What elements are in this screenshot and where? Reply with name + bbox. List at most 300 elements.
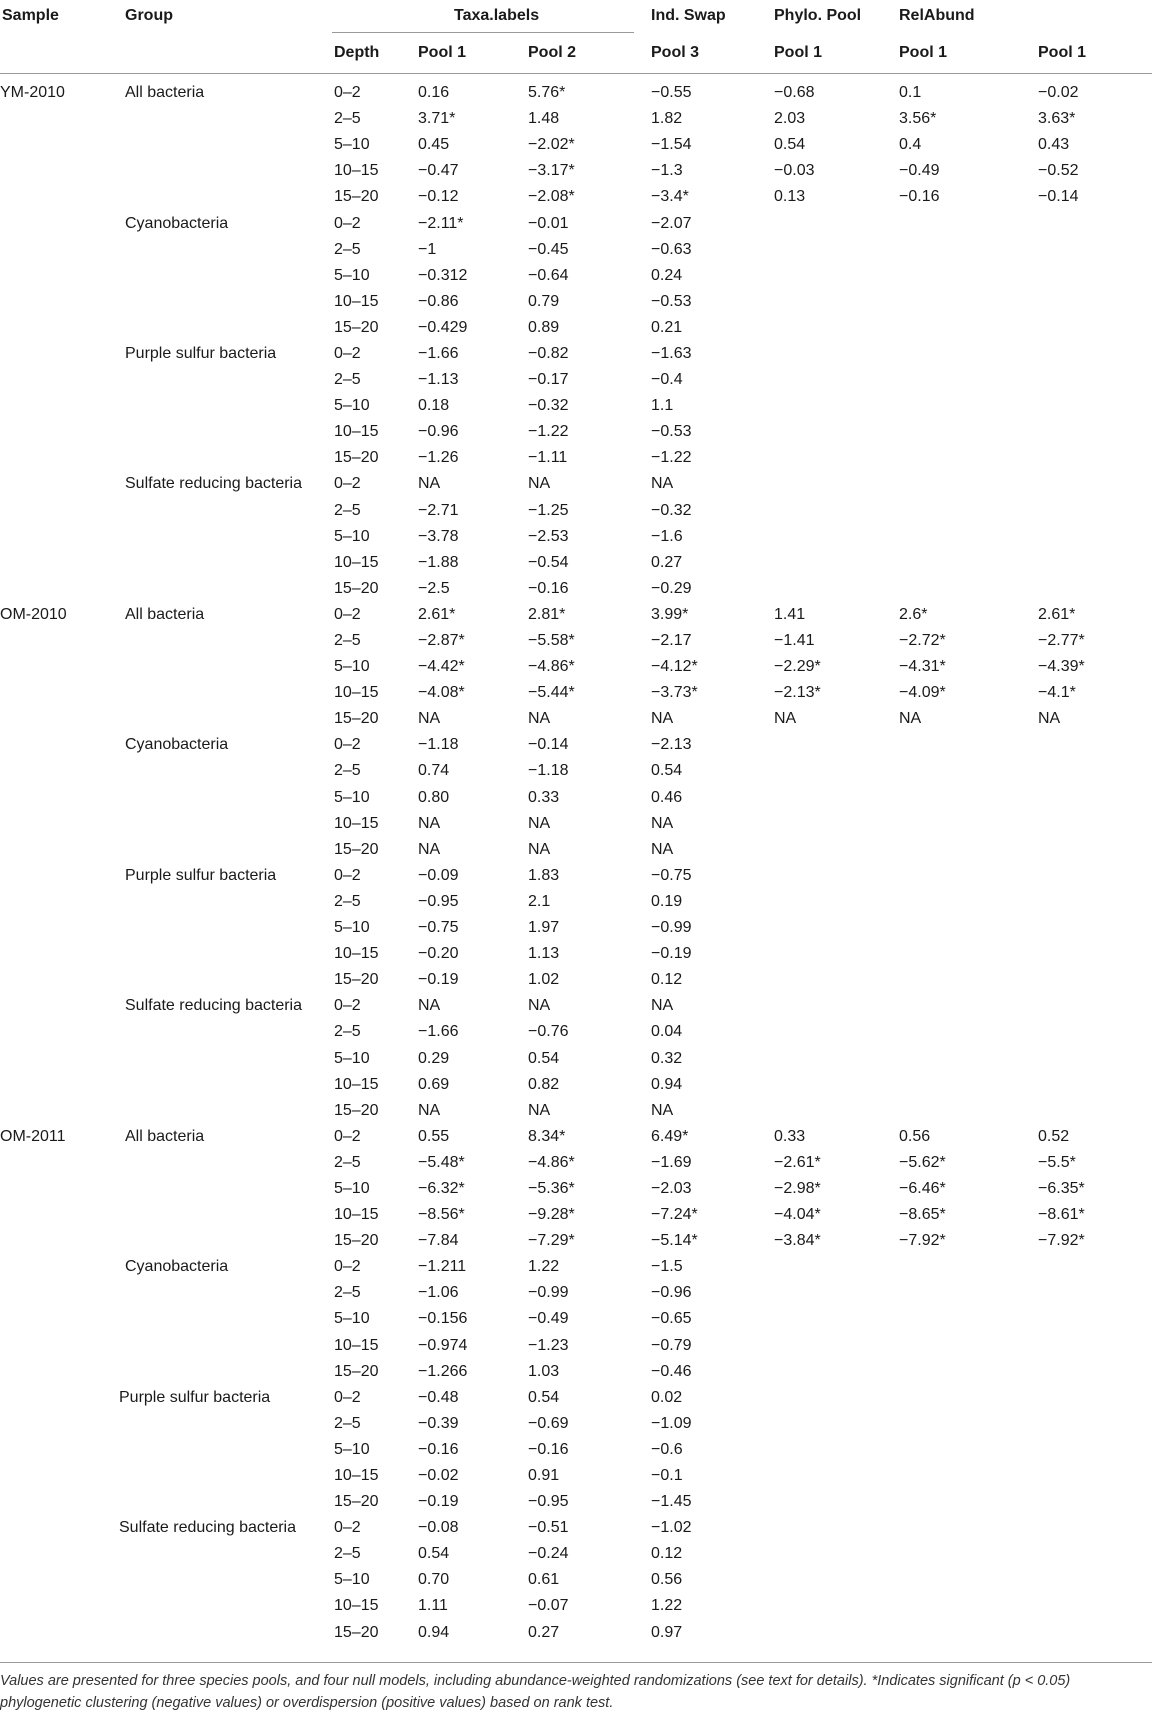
cell-group: All bacteria [125,605,205,623]
cell-phylo-pool1: −0.68 [774,84,815,102]
cell-taxa-pool1: −0.47 [418,162,459,180]
cell-taxa-pool2: −1.11 [528,449,568,467]
cell-relabund-pool1 [896,524,1036,550]
cell-depth: 15–20 [334,1493,379,1511]
cell-phylo-pool1 [768,889,896,915]
cell-relabund-pool1b: −8.61* [1038,1206,1085,1224]
cell-group [112,811,332,837]
cell-sample [0,550,112,576]
cell-depth: 2–5 [334,632,361,650]
cell-taxa-pool1: −1.66 [418,1023,459,1041]
cell-phylo-pool1 [768,941,896,967]
cell-sample [0,680,112,706]
cell-taxa-pool1: 0.69 [418,1075,450,1093]
cell-relabund-pool1b: −7.92* [1038,1232,1085,1250]
table-row [0,1124,1152,1150]
table-row [0,1019,1152,1045]
cell-relabund-pool1b: −4.39* [1038,658,1085,676]
cell-sample [0,758,112,784]
cell-taxa-pool1: −2.71 [418,501,459,519]
cell-relabund-pool1b [1036,498,1152,524]
cell-taxa-pool1: −1.18 [418,736,459,754]
cell-ind-swap-pool3: 0.21 [651,318,683,336]
cell-phylo-pool1 [768,1306,896,1332]
table-row [0,1176,1152,1202]
cell-relabund-pool1 [896,1019,1036,1045]
cell-relabund-pool1 [896,785,1036,811]
cell-depth: 15–20 [334,449,379,467]
cell-phylo-pool1 [768,1515,896,1541]
cell-relabund-pool1 [896,1567,1036,1593]
cell-relabund-pool1b [1036,1620,1152,1646]
cell-ind-swap-pool3: NA [651,814,674,832]
cell-taxa-pool2: −0.17 [528,371,569,389]
cell-depth: 2–5 [334,1414,361,1432]
cell-relabund-pool1 [896,915,1036,941]
cell-relabund-pool1b [1036,732,1152,758]
cell-depth: 0–2 [334,605,361,623]
cell-relabund-pool1 [896,419,1036,445]
cell-relabund-pool1b [1036,1306,1152,1332]
cell-taxa-pool2: 0.33 [528,788,560,806]
cell-depth: 15–20 [334,1101,379,1119]
cell-relabund-pool1 [896,758,1036,784]
cell-phylo-pool1 [768,1411,896,1437]
cell-relabund-pool1b [1036,1593,1152,1619]
cell-taxa-pool2: 1.48 [528,110,560,128]
cell-taxa-pool2: 0.54 [528,1388,560,1406]
cell-relabund-pool1b [1036,576,1152,602]
cell-depth: 10–15 [334,1075,379,1093]
cell-depth: 5–10 [334,1049,370,1067]
cell-phylo-pool1 [768,758,896,784]
table-row [0,785,1152,811]
cell-sample [0,1045,112,1071]
cell-sample [0,445,112,471]
cell-relabund-pool1: −2.72* [899,632,946,650]
cell-ind-swap-pool3: −0.99 [651,919,692,937]
cell-relabund-pool1b [1036,1541,1152,1567]
cell-relabund-pool1b [1036,863,1152,889]
cell-taxa-pool2: 0.27 [528,1623,560,1641]
cell-taxa-pool2: −0.49 [528,1310,569,1328]
cell-depth: 5–10 [334,919,370,937]
cell-relabund-pool1 [896,393,1036,419]
cell-group [112,967,332,993]
cell-taxa-pool2: −2.53 [528,527,569,545]
cell-relabund-pool1 [896,576,1036,602]
cell-taxa-pool1: −7.84 [418,1232,459,1250]
cell-depth: 15–20 [334,710,379,728]
cell-ind-swap-pool3: −0.1 [651,1467,683,1485]
cell-phylo-pool1 [768,1541,896,1567]
cell-taxa-pool1: −4.42* [418,658,465,676]
col-header-empty [1036,0,1152,33]
cell-depth: 2–5 [334,1153,361,1171]
cell-ind-swap-pool3: 0.12 [651,971,683,989]
cell-depth: 10–15 [334,553,379,571]
cell-sample [0,1228,112,1254]
cell-ind-swap-pool3: −1.69 [651,1153,692,1171]
cell-depth: 5–10 [334,1310,370,1328]
cell-relabund-pool1b [1036,1567,1152,1593]
cell-phylo-pool1 [768,915,896,941]
cell-sample [0,1541,112,1567]
cell-phylo-pool1: −2.13* [774,684,821,702]
cell-phylo-pool1 [768,1385,896,1411]
cell-group [112,1150,332,1176]
cell-phylo-pool1 [768,1098,896,1124]
cell-taxa-pool2: −7.29* [528,1232,575,1250]
cell-group [112,654,332,680]
table-row [0,419,1152,445]
cell-group [112,263,332,289]
table-row [0,367,1152,393]
cell-sample [0,1411,112,1437]
cell-ind-swap-pool3: −0.55 [651,84,692,102]
cell-relabund-pool1b [1036,1254,1152,1280]
cell-sample [0,628,112,654]
cell-phylo-pool1 [768,576,896,602]
cell-ind-swap-pool3: NA [651,1101,674,1119]
col-subheader-pool3: Pool 3 [634,33,768,74]
cell-ind-swap-pool3: 0.19 [651,892,683,910]
cell-group [112,184,332,210]
cell-group [112,106,332,132]
cell-relabund-pool1: 3.56* [899,110,937,128]
cell-taxa-pool1: −0.429 [418,318,468,336]
cell-taxa-pool2: 0.91 [528,1467,560,1485]
cell-phylo-pool1 [768,367,896,393]
table-row [0,1228,1152,1254]
cell-group [112,498,332,524]
cell-relabund-pool1b [1036,524,1152,550]
cell-ind-swap-pool3: −3.4* [651,188,689,206]
cell-taxa-pool2: −0.64 [528,266,569,284]
cell-group [112,915,332,941]
cell-group [112,1333,332,1359]
cell-relabund-pool1 [896,837,1036,863]
cell-relabund-pool1b [1036,785,1152,811]
cell-relabund-pool1b [1036,993,1152,1019]
table-row [0,1280,1152,1306]
cell-taxa-pool2: −3.17* [528,162,575,180]
cell-taxa-pool2: −0.69 [528,1414,569,1432]
table-row [0,498,1152,524]
cell-taxa-pool2: −0.82 [528,344,569,362]
cell-depth: 10–15 [334,1597,379,1615]
col-subheader-pool2: Pool 2 [528,33,634,74]
table-row [0,1359,1152,1385]
cell-sample [0,785,112,811]
col-header-taxa-labels: Taxa.labels [332,0,634,33]
cell-taxa-pool1: −1.211 [418,1258,467,1276]
cell-taxa-pool1: 0.16 [418,84,450,102]
cell-taxa-pool1: NA [418,840,441,858]
cell-taxa-pool1: −0.12 [418,188,459,206]
cell-sample [0,1437,112,1463]
cell-sample [0,732,112,758]
col-subheader-rel-pool1b: Pool 1 [1036,33,1152,74]
cell-taxa-pool2: −1.23 [528,1336,569,1354]
table-row [0,1385,1152,1411]
cell-depth: 5–10 [334,527,370,545]
cell-group [112,941,332,967]
cell-ind-swap-pool3: 0.97 [651,1623,683,1641]
cell-relabund-pool1: −5.62* [899,1153,946,1171]
cell-relabund-pool1 [896,341,1036,367]
cell-depth: 5–10 [334,1571,370,1589]
cell-depth: 10–15 [334,292,379,310]
cell-relabund-pool1b: −4.1* [1038,684,1076,702]
cell-relabund-pool1 [896,1463,1036,1489]
cell-sample [0,1489,112,1515]
cell-group: Purple sulfur bacteria [119,1388,271,1406]
cell-phylo-pool1 [768,1045,896,1071]
cell-ind-swap-pool3: 1.1 [651,397,674,415]
cell-sample [0,941,112,967]
table-row [0,915,1152,941]
cell-depth: 0–2 [334,475,361,493]
cell-phylo-pool1 [768,1019,896,1045]
cell-relabund-pool1b: 0.43 [1038,136,1070,154]
cell-relabund-pool1b [1036,1437,1152,1463]
cell-ind-swap-pool3: 0.12 [651,1545,683,1563]
cell-phylo-pool1 [768,785,896,811]
cell-taxa-pool1: −0.95 [418,892,459,910]
table-row [0,941,1152,967]
cell-relabund-pool1b [1036,1045,1152,1071]
cell-sample [0,889,112,915]
cell-taxa-pool2: −0.16 [528,1440,569,1458]
cell-taxa-pool2: −0.76 [528,1023,569,1041]
cell-phylo-pool1: 0.33 [774,1127,806,1145]
table-body [0,74,1152,1646]
cell-group [112,132,332,158]
cell-relabund-pool1: 0.4 [899,136,922,154]
col-header-ind-swap: Ind. Swap [651,7,726,25]
cell-depth: 5–10 [334,397,370,415]
cell-sample [0,315,112,341]
table-row [0,263,1152,289]
cell-relabund-pool1 [896,1280,1036,1306]
cell-ind-swap-pool3: −2.07 [651,214,692,232]
cell-relabund-pool1: −4.09* [899,684,946,702]
cell-relabund-pool1 [896,1385,1036,1411]
cell-group [112,785,332,811]
cell-relabund-pool1 [896,1411,1036,1437]
cell-taxa-pool2: NA [528,710,551,728]
cell-relabund-pool1 [896,237,1036,263]
cell-group [112,524,332,550]
table-row [0,1463,1152,1489]
cell-depth: 2–5 [334,110,361,128]
cell-taxa-pool1: −1.26 [418,449,459,467]
cell-relabund-pool1 [896,1489,1036,1515]
table-row [0,811,1152,837]
cell-depth: 2–5 [334,501,361,519]
cell-sample [0,654,112,680]
col-header-relabund: RelAbund [899,7,975,25]
cell-depth: 0–2 [334,1519,361,1537]
cell-group [112,628,332,654]
cell-group [112,419,332,445]
cell-ind-swap-pool3: −1.54 [651,136,692,154]
cell-taxa-pool1: −1.13 [418,371,459,389]
table-row [0,341,1152,367]
cell-depth: 0–2 [334,1258,361,1276]
cell-group: Cyanobacteria [125,1258,229,1276]
cell-sample: OM-2011 [0,1127,66,1145]
col-header-sample: Sample [2,7,59,25]
cell-taxa-pool2: 0.82 [528,1075,560,1093]
cell-depth: 2–5 [334,892,361,910]
cell-taxa-pool2: 0.61 [528,1571,560,1589]
cell-taxa-pool2: 1.83 [528,866,560,884]
cell-group [112,837,332,863]
cell-relabund-pool1 [896,732,1036,758]
cell-depth: 2–5 [334,371,361,389]
cell-taxa-pool2: NA [528,814,551,832]
cell-taxa-pool2: NA [528,1101,551,1119]
table-row [0,654,1152,680]
cell-ind-swap-pool3: 1.22 [651,1597,683,1615]
cell-taxa-pool1: 0.45 [418,136,450,154]
cell-taxa-pool1: −0.75 [418,919,459,937]
cell-relabund-pool1b [1036,1463,1152,1489]
cell-relabund-pool1 [896,1254,1036,1280]
header-row-top [0,0,1152,33]
cell-sample [0,237,112,263]
cell-relabund-pool1b [1036,915,1152,941]
cell-taxa-pool2: 0.54 [528,1049,560,1067]
cell-phylo-pool1 [768,967,896,993]
cell-relabund-pool1b: −5.5* [1038,1153,1076,1171]
cell-ind-swap-pool3: −0.53 [651,423,692,441]
cell-sample [0,263,112,289]
cell-sample [0,1385,112,1411]
cell-taxa-pool2: −2.02* [528,136,575,154]
cell-relabund-pool1 [896,445,1036,471]
cell-taxa-pool1: −0.39 [418,1414,459,1432]
cell-relabund-pool1 [896,811,1036,837]
cell-taxa-pool2: −0.45 [528,240,569,258]
cell-sample [0,1620,112,1646]
cell-relabund-pool1 [896,1072,1036,1098]
cell-taxa-pool1: −0.09 [418,866,459,884]
table-row [0,550,1152,576]
col-header-group: Group [125,7,173,25]
cell-taxa-pool1: 0.54 [418,1545,450,1563]
cell-relabund-pool1b [1036,393,1152,419]
cell-ind-swap-pool3: −7.24* [651,1206,698,1224]
cell-relabund-pool1b [1036,341,1152,367]
cell-taxa-pool2: 0.79 [528,292,560,310]
cell-relabund-pool1 [896,1620,1036,1646]
cell-group [112,1620,332,1646]
cell-depth: 0–2 [334,736,361,754]
table-header [0,0,1152,74]
cell-ind-swap-pool3: 0.27 [651,553,683,571]
cell-taxa-pool2: −0.24 [528,1545,569,1563]
cell-depth: 15–20 [334,1623,379,1641]
cell-ind-swap-pool3: −1.5 [651,1258,683,1276]
cell-taxa-pool2: −4.86* [528,1153,575,1171]
col-header-phylo-pool: Phylo. Pool [774,7,862,25]
cell-relabund-pool1b [1036,1098,1152,1124]
table-row [0,1306,1152,1332]
cell-relabund-pool1 [896,498,1036,524]
cell-ind-swap-pool3: −0.6 [651,1440,683,1458]
cell-relabund-pool1: −8.65* [899,1206,946,1224]
cell-ind-swap-pool3: NA [651,997,674,1015]
cell-phylo-pool1: −4.04* [774,1206,821,1224]
cell-relabund-pool1 [896,367,1036,393]
cell-group [112,1306,332,1332]
cell-phylo-pool1 [768,993,896,1019]
cell-taxa-pool1: 1.11 [418,1597,448,1615]
table-row [0,184,1152,210]
cell-taxa-pool1: −0.20 [418,945,459,963]
cell-sample [0,210,112,236]
cell-sample [0,1098,112,1124]
col-subheader-phylo-pool1: Pool 1 [768,33,896,74]
cell-sample [0,1176,112,1202]
cell-phylo-pool1: NA [774,710,797,728]
cell-relabund-pool1 [896,1437,1036,1463]
table-row [0,80,1152,106]
cell-group [112,158,332,184]
cell-ind-swap-pool3: 1.82 [651,110,683,128]
cell-relabund-pool1b: −0.14 [1038,188,1079,206]
table-row [0,602,1152,628]
cell-sample [0,811,112,837]
cell-relabund-pool1b: −2.77* [1038,632,1085,650]
table-row [0,1593,1152,1619]
cell-relabund-pool1b [1036,889,1152,915]
cell-relabund-pool1 [896,863,1036,889]
cell-taxa-pool1: −0.02 [418,1467,459,1485]
table-row [0,289,1152,315]
cell-taxa-pool2: −5.36* [528,1179,575,1197]
cell-taxa-pool2: −1.25 [528,501,569,519]
cell-depth: 10–15 [334,1336,379,1354]
cell-phylo-pool1: 0.54 [774,136,806,154]
cell-group [112,1176,332,1202]
cell-phylo-pool1 [768,1437,896,1463]
cell-group [112,1019,332,1045]
cell-relabund-pool1b [1036,1280,1152,1306]
table-row [0,889,1152,915]
cell-phylo-pool1 [768,1463,896,1489]
cell-phylo-pool1 [768,471,896,497]
cell-taxa-pool1: −1.266 [418,1362,468,1380]
cell-taxa-pool1: −3.78 [418,527,459,545]
cell-depth: 5–10 [334,788,370,806]
cell-phylo-pool1 [768,315,896,341]
table-row [0,132,1152,158]
cell-sample: YM-2010 [0,84,65,102]
cell-sample [0,1019,112,1045]
cell-group [112,1463,332,1489]
cell-taxa-pool1: 0.55 [418,1127,450,1145]
cell-depth: 10–15 [334,684,379,702]
cell-sample [0,1567,112,1593]
cell-taxa-pool1: 0.74 [418,762,450,780]
cell-relabund-pool1: 0.56 [899,1127,931,1145]
cell-relabund-pool1: −4.31* [899,658,946,676]
cell-phylo-pool1: 1.41 [774,605,806,623]
